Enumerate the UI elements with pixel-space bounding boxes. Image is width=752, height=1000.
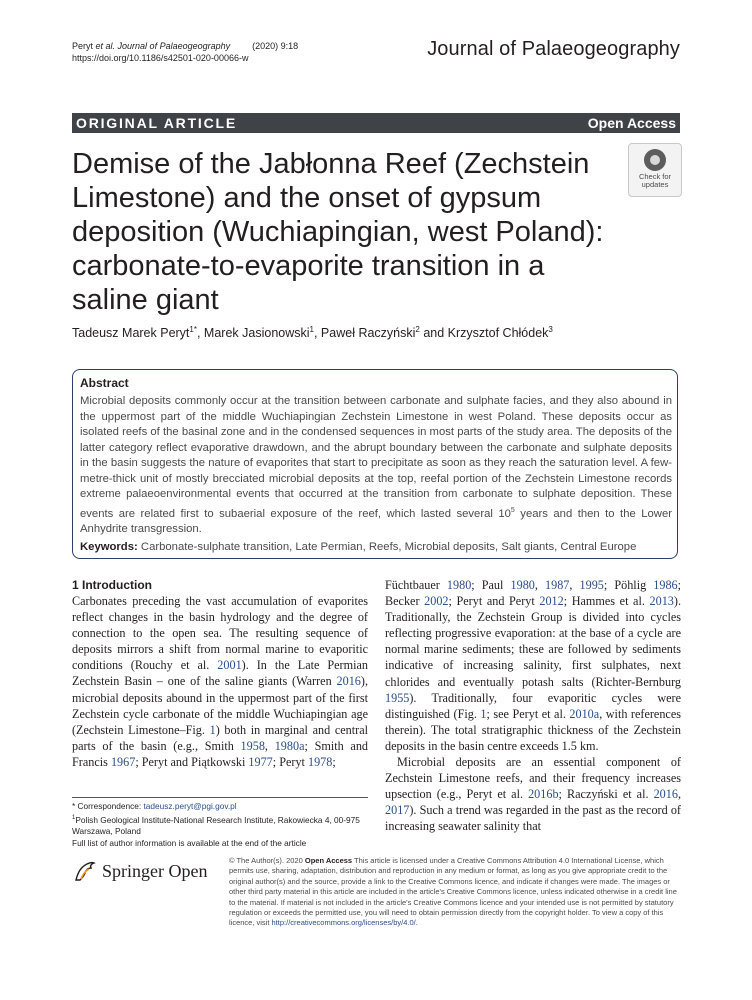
citation-link[interactable]: 1958	[240, 738, 265, 753]
header-journal-citation: et al. Journal of Palaeogeography	[95, 41, 231, 51]
license-text: © The Author(s). 2020 Open Access This article is licensed under a Creative Commons Attribution 4.0 International License, which permits use, sharing, adaptation, distribution and reproduction in any medium or format, as long as you give appropriate credit to the original author(s) and the source, provide a link to the Creative Commons licence, and indicate if changes were made. The images or other third party material in this article are included in the article's Creative Commons licence, unless indicated otherwise in a credit line to the material. If material is not included in the article's Creative Commons licence and your intended use is not permitted by statutory regulation or exceeds the permitted use, you will need to obtain permission directly from the copyright holder. To view a copy of this licence, visit http://creativecommons.org/licenses/by/4.0/.	[229, 856, 677, 928]
keywords-list: Carbonate-sulphate transition, Late Permian, Reefs, Microbial deposits, Salt giants, Central Europe	[140, 541, 637, 553]
check-for-updates-line2: updates	[641, 180, 669, 189]
author-affiliation-mark: 1	[309, 325, 314, 334]
citation-link[interactable]: 2012	[539, 594, 564, 609]
author-affiliation-mark: 3	[548, 325, 553, 334]
figure-link[interactable]: 1	[480, 706, 487, 721]
crossmark-icon	[644, 149, 666, 171]
correspondence-note: * Correspondence: tadeusz.peryt@pgi.gov.pl	[72, 801, 237, 811]
check-for-updates-line1: Check for	[638, 172, 672, 181]
article-type-label: ORIGINAL ARTICLE	[76, 115, 238, 131]
open-access-label: Open Access	[587, 115, 676, 131]
citation-link[interactable]: 1978	[307, 754, 333, 769]
citation-link[interactable]: 2002	[424, 594, 449, 609]
abstract-body-end: years and then to the Lower Anhydrite transgression.	[80, 507, 672, 535]
abstract-text	[80, 394, 672, 537]
citation-link[interactable]: 2016	[336, 674, 361, 689]
author-affiliation-mark: 1*	[189, 325, 197, 334]
paragraph: Microbial deposits are an essential component of Zechstein Limestone reefs, and their frequency increases upsection (e.g., Peryt et al. 2016b; Raczyński et al. 2016, 2017). Such a trend was regarded in the past as the record of increasing seawater salinity that	[385, 755, 681, 834]
citation-link[interactable]: 2010a	[569, 706, 600, 721]
citation-link[interactable]: 1980	[510, 578, 535, 592]
citation-link[interactable]: 1995	[579, 578, 604, 592]
citation-link[interactable]: 1986	[653, 578, 678, 592]
citation-link[interactable]: 2001	[217, 658, 242, 673]
paragraph: Füchtbauer 1980; Paul 1980, 1987, 1995; Pöhlig 1986; Becker 2002; Peryt and Peryt 2012; Hammes et al. 2013). Traditionally, the Zechstein Group is divided into cycles reflecting progressive evaporation: at the base of a cycle are normal marine sediments; these are followed by sediments indicative of increasing salinity, first sulphates, next chlorides and eventually potash salts (Richter-Bernburg 1955). Traditionally, four evaporitic cycles were distinguished (Fig. 1; see Peryt et al. 2010a, with references therein). The total stratigraphic thickness of the Zechstein deposits in the basin centre exceeds 1.5 km.	[385, 578, 682, 753]
paragraph: Carbonates preceding the vast accumulation of evaporites reflect changes in the basin hydrology and the degree of connection to the open sea. The resulting sequence of deposits mirrors a shift from normal marine to evaporitic conditions (Rouchy et al. 2001). In the Late Permian Zechstein Basin – one of the saline giants (Warren 2016), microbial deposits abound in the uppermost part of the first Zechstein cycle carbonate of the middle Wuchiapingian age (Zechstein Limestone–Fig. 1) both in marginal and central parts of the basin (e.g., Smith 1958, 1980a; Smith and Francis 1967; Peryt and Piątkowski 1977; Peryt 1978;	[72, 594, 369, 769]
footnote-divider	[72, 797, 368, 798]
abstract-heading: Abstract	[80, 376, 129, 390]
author-name[interactable]: Tadeusz Marek Peryt	[72, 326, 190, 341]
header-year: (2020) 9:18	[252, 41, 299, 51]
running-header-citation	[72, 40, 298, 64]
author-name[interactable]: and Krzysztof Chłódek	[419, 326, 549, 341]
abstract-body: Microbial deposits commonly occur at the transition between carbonate and sulphate facies, and they also abound in the uppermost part of the middle Wuchiapingian Zechstein Limestone in west Poland. These deposits occur as isolated reefs of the basinal zone and in the condensed sequences in most parts of the study area. The deposits of the latter category reflect evaporative drawdown, and the abrupt boundary between the carbonate and sulphate deposits in the basin suggests the nature of evaporites that start to precipitate as soon as they reach the saturation level. A few-metre-thick unit of mostly brecciated microbial deposits at the top, reefal portion of the Zechstein Limestone records extreme palaeoenvironmental events that occurred at the transition from carbonate to sulphate deposition. These events are related first to subaerial exposure of the reef, which lasted several 10	[80, 395, 672, 520]
author-name[interactable]: , Paweł Raczyński	[313, 326, 416, 341]
body-column-right	[385, 577, 681, 835]
citation-link[interactable]: 1980	[446, 578, 472, 592]
body-column-left	[72, 593, 368, 770]
publisher-name: Springer Open	[102, 861, 208, 881]
citation-link[interactable]: 1955	[385, 690, 410, 705]
article-type-banner	[72, 113, 680, 133]
author-list	[72, 325, 553, 340]
article-title: Demise of the Jabłonna Reef (Zechstein Limestone) and the onset of gypsum deposition (Wuchiapingian, west Poland): carbonate-to-evaporite transition in a saline giant	[72, 148, 604, 316]
author-name[interactable]: , Marek Jasionowski	[196, 326, 310, 341]
citation-link[interactable]: 1980a	[274, 738, 305, 753]
license-link[interactable]: http://creativecommons.org/licenses/by/4.0/	[271, 918, 416, 928]
affiliation-note: $^1$Polish Geological Institute-National Research Institute, Rakowiecka 4, 00-975 Warszawa, Poland	[72, 814, 360, 837]
citation-link[interactable]: 2017	[385, 803, 410, 818]
email-link[interactable]: tadeusz.peryt@pgi.gov.pl	[143, 801, 237, 811]
journal-name: Journal of Palaeogeography	[427, 38, 680, 60]
citation-link[interactable]: 2013	[649, 594, 674, 609]
header-authors: Peryt	[72, 41, 94, 51]
author-affiliation-mark: 2	[415, 325, 420, 334]
citation-link[interactable]: 1977	[248, 754, 273, 769]
header-doi-link[interactable]: https://doi.org/10.1186/s42501-020-00066-w	[72, 53, 249, 63]
author-info-note: Full list of author information is available at the end of the article	[72, 838, 307, 849]
citation-link[interactable]: 1987	[545, 578, 570, 592]
check-for-updates-button[interactable]	[628, 143, 682, 197]
citation-link[interactable]: 1967	[110, 754, 136, 769]
springer-horse-icon	[72, 858, 98, 884]
abstract-superscript: 5	[510, 506, 515, 514]
figure-link[interactable]: 1	[209, 722, 216, 737]
keywords	[80, 541, 672, 553]
citation-link[interactable]: 2016b	[528, 787, 559, 802]
section-heading: 1 Introduction	[72, 578, 152, 592]
citation-link[interactable]: 2016	[653, 787, 678, 802]
keywords-label: Keywords:	[80, 541, 138, 553]
footnotes	[72, 801, 372, 850]
